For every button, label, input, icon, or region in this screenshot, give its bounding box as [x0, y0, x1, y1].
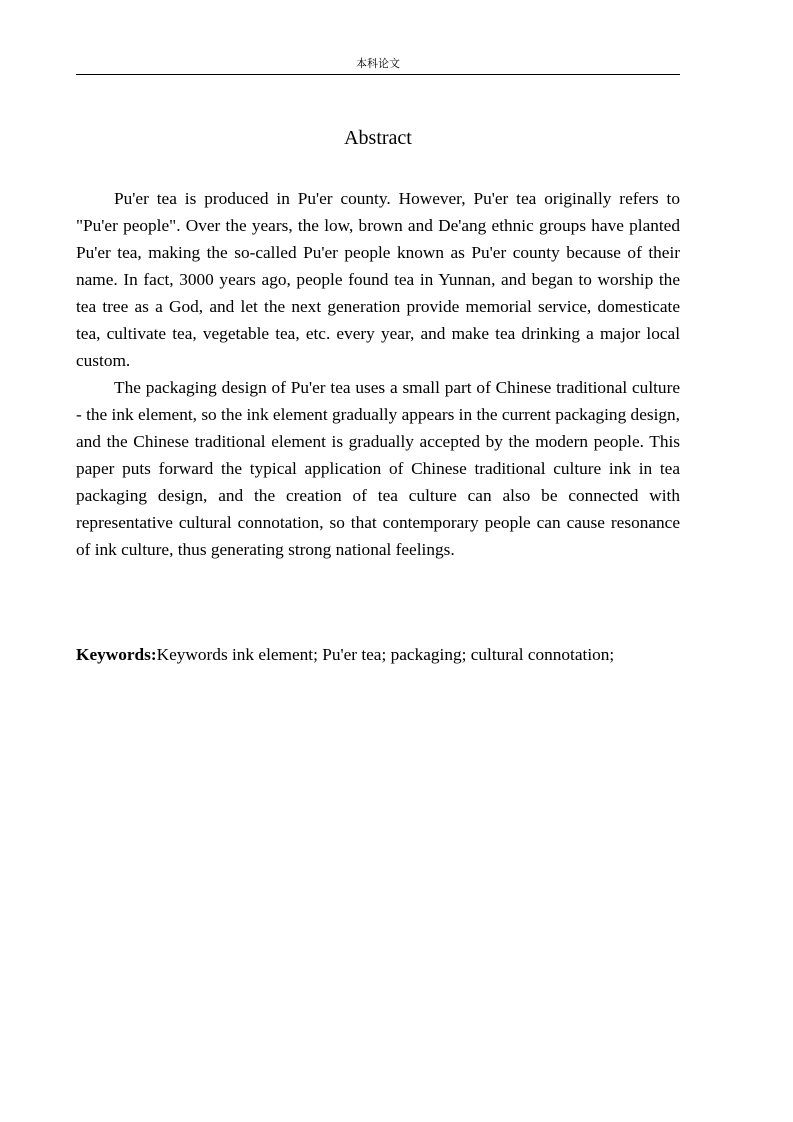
keywords-label: Keywords: [76, 645, 157, 664]
abstract-title: Abstract [344, 127, 412, 149]
page-header [76, 56, 680, 75]
abstract-paragraph-2: The packaging design of Pu'er tea uses a small part of Chinese traditional culture - the ink element, so the ink element gradually appears in the current packaging design, and the Chinese traditional element is gradually accepted by the modern people. This paper puts forward the typical application of Chinese traditional culture ink in tea packaging design, and the creation of tea culture can also be connected with representative cultural connotation, so that contemporary people can cause resonance of ink culture, thus generating strong national feelings. [76, 378, 680, 559]
keywords-line [76, 641, 696, 668]
header-text: 本科论文 [356, 57, 400, 70]
abstract-body [76, 185, 680, 563]
keywords-text: Keywords ink element; Pu'er tea; packaging; cultural connotation; [156, 645, 615, 664]
abstract-paragraph-1: Pu'er tea is produced in Pu'er county. However, Pu'er tea originally refers to "Pu'er people". Over the years, the low, brown and De'ang ethnic groups have planted Pu'er tea, making the so-called Pu'er people known as Pu'er county because of their name. In fact, 3000 years ago, people found tea in Yunnan, and began to worship the tea tree as a God, and let the next generation provide memorial service, domesticate tea, cultivate tea, vegetable tea, etc. every year, and make tea drinking a major local custom. [76, 189, 680, 370]
